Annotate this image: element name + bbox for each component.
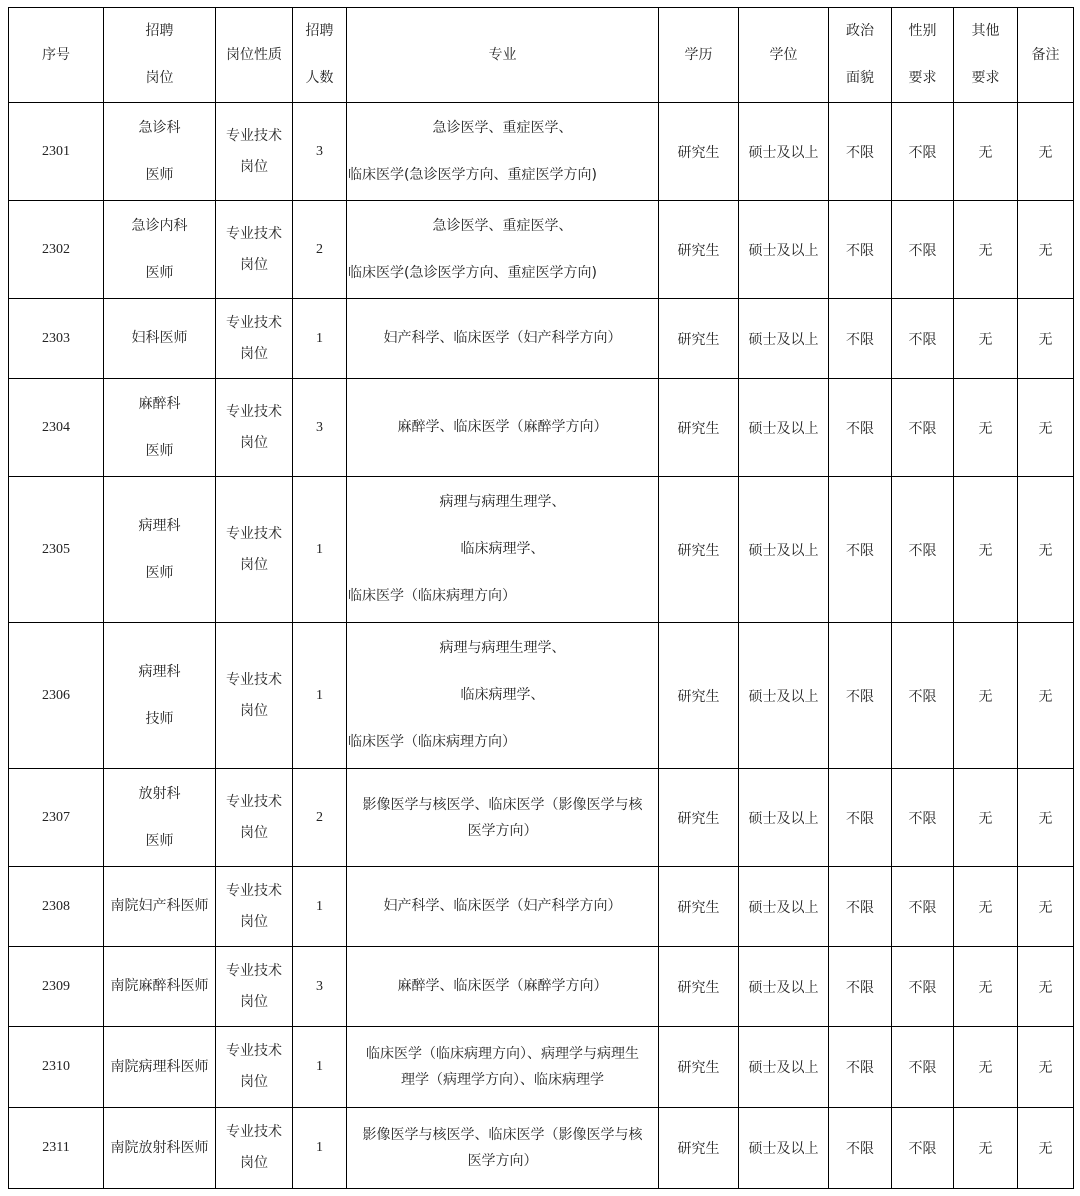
cell-nature	[216, 201, 293, 299]
cell-note	[1018, 1027, 1074, 1108]
cell-education	[659, 867, 739, 947]
cell-text: 不限	[846, 688, 874, 705]
cell-text: 无	[1038, 899, 1053, 916]
header-degree: 学位	[739, 8, 829, 103]
cell-position	[104, 379, 216, 477]
cell-text: 急诊科	[138, 119, 181, 136]
cell-text: 麻醉科	[138, 395, 181, 412]
table-row	[9, 1027, 1074, 1108]
cell-political	[829, 299, 892, 379]
cell-text: 无	[978, 810, 993, 827]
cell-text: 硕士及以上	[748, 331, 819, 348]
cell-text: 不限	[846, 1141, 874, 1157]
cell-text: 妇产科学、临床医学（妇产科学方向）	[383, 330, 622, 346]
cell-text: 硕士及以上	[748, 810, 819, 827]
cell-text: 无	[1038, 144, 1053, 161]
cell-text: 不限	[908, 331, 937, 348]
cell-text: 专业技术	[226, 403, 282, 420]
header-seq: 序号	[9, 8, 104, 103]
cell-text: 2306	[42, 687, 70, 703]
cell-note	[1018, 201, 1074, 299]
cell-gender	[892, 947, 954, 1027]
cell-text: 岗位	[240, 702, 268, 719]
cell-text: 专业技术	[226, 1124, 282, 1140]
cell-position	[104, 1108, 216, 1189]
cell-degree	[739, 947, 829, 1027]
cell-text: 不限	[908, 144, 937, 161]
header-political: 政治 面貌	[829, 8, 892, 103]
cell-text: 1	[316, 687, 323, 703]
cell-count	[293, 103, 347, 201]
cell-seq	[9, 769, 104, 867]
cell-text: 病理科	[138, 517, 181, 534]
cell-seq	[9, 1108, 104, 1189]
cell-text: 无	[1038, 1060, 1053, 1076]
header-education: 学历	[659, 8, 739, 103]
cell-text: 麻醉学、临床医学（麻醉学方向）	[397, 978, 608, 994]
cell-other	[954, 201, 1018, 299]
cell-degree	[739, 379, 829, 477]
cell-seq	[9, 299, 104, 379]
cell-text: 急诊内科	[131, 217, 188, 234]
cell-text: 无	[1038, 1141, 1053, 1157]
cell-text: 岗位	[240, 345, 268, 362]
cell-text: 无	[978, 420, 993, 437]
cell-text: 硕士及以上	[748, 542, 819, 559]
cell-text: 专业技术	[226, 127, 282, 144]
cell-text: 硕士及以上	[748, 242, 819, 259]
cell-nature	[216, 1108, 293, 1189]
cell-nature	[216, 867, 293, 947]
cell-text: 临床医学（临床病理方向）	[348, 734, 516, 750]
cell-text: 1	[316, 1140, 323, 1155]
cell-text: 2305	[42, 541, 70, 557]
cell-text: 2311	[42, 1140, 70, 1155]
cell-count	[293, 867, 347, 947]
cell-gender	[892, 769, 954, 867]
table-row	[9, 103, 1074, 201]
cell-text: 1	[316, 898, 323, 914]
header-major: 专业	[347, 8, 659, 103]
recruitment-table	[8, 7, 1074, 1189]
cell-text: 硕士及以上	[748, 979, 819, 996]
cell-seq	[9, 867, 104, 947]
cell-major	[347, 623, 659, 769]
cell-text: 无	[978, 242, 993, 259]
cell-gender	[892, 103, 954, 201]
cell-text: 硕士及以上	[748, 899, 819, 916]
cell-text: 硕士及以上	[748, 144, 819, 161]
cell-major	[347, 379, 659, 477]
cell-text: 医学方向）	[467, 822, 538, 839]
cell-major	[347, 103, 659, 201]
cell-text: 无	[1038, 688, 1053, 705]
table-row	[9, 867, 1074, 947]
cell-text: 临床医学（临床病理方向）、病理学与病理生	[366, 1046, 639, 1062]
cell-text: 硕士及以上	[748, 420, 819, 437]
cell-text: 硕士及以上	[748, 1060, 819, 1076]
cell-seq	[9, 1027, 104, 1108]
cell-text: 不限	[908, 1141, 937, 1157]
cell-text: 岗位	[240, 434, 268, 451]
cell-political	[829, 947, 892, 1027]
cell-text: 2310	[42, 1059, 70, 1074]
cell-text: 放射科	[138, 785, 181, 802]
cell-gender	[892, 477, 954, 623]
cell-text: 不限	[908, 688, 937, 705]
cell-note	[1018, 103, 1074, 201]
table-row	[9, 769, 1074, 867]
cell-text: 不限	[908, 420, 937, 437]
cell-text: 2309	[42, 978, 70, 994]
cell-degree	[739, 1108, 829, 1189]
cell-note	[1018, 379, 1074, 477]
cell-text: 医学方向）	[467, 1153, 538, 1169]
cell-position	[104, 769, 216, 867]
cell-political	[829, 379, 892, 477]
cell-text: 不限	[846, 979, 874, 996]
cell-position	[104, 103, 216, 201]
cell-text: 研究生	[677, 420, 720, 437]
cell-seq	[9, 623, 104, 769]
cell-nature	[216, 379, 293, 477]
cell-major	[347, 201, 659, 299]
cell-text: 不限	[908, 899, 937, 916]
cell-text: 急诊医学、重症医学、	[432, 217, 573, 234]
cell-count	[293, 477, 347, 623]
cell-text: 不限	[908, 242, 937, 259]
cell-other	[954, 1108, 1018, 1189]
cell-other	[954, 1027, 1018, 1108]
cell-education	[659, 1027, 739, 1108]
cell-text: 2307	[42, 809, 70, 825]
cell-text: 临床病理学、	[460, 687, 545, 703]
cell-education	[659, 103, 739, 201]
cell-position	[104, 947, 216, 1027]
cell-text: 无	[978, 1141, 993, 1157]
cell-text: 无	[1038, 331, 1053, 348]
header-position: 招聘 岗位	[104, 8, 216, 103]
cell-text: 无	[978, 1060, 993, 1076]
cell-other	[954, 947, 1018, 1027]
cell-major	[347, 769, 659, 867]
cell-note	[1018, 623, 1074, 769]
cell-education	[659, 477, 739, 623]
cell-education	[659, 201, 739, 299]
cell-nature	[216, 477, 293, 623]
cell-nature	[216, 947, 293, 1027]
cell-position	[104, 299, 216, 379]
header-row	[9, 8, 1074, 103]
cell-count	[293, 299, 347, 379]
cell-text: 医师	[145, 166, 174, 183]
cell-political	[829, 1027, 892, 1108]
cell-text: 无	[978, 542, 993, 559]
cell-text: 临床病理学、	[460, 541, 545, 557]
cell-text: 岗位	[240, 158, 268, 175]
cell-position	[104, 1027, 216, 1108]
cell-text: 影像医学与核医学、临床医学（影像医学与核	[362, 796, 643, 813]
cell-seq	[9, 103, 104, 201]
cell-text: 研究生	[677, 1141, 720, 1157]
cell-count	[293, 623, 347, 769]
cell-text: 研究生	[677, 331, 720, 348]
cell-education	[659, 299, 739, 379]
cell-text: 病理与病理生理学、	[439, 640, 566, 656]
cell-text: 妇科医师	[131, 330, 188, 346]
cell-text: 不限	[908, 1060, 937, 1076]
cell-other	[954, 103, 1018, 201]
cell-other	[954, 379, 1018, 477]
cell-text: 2301	[42, 143, 70, 159]
cell-text: 3	[316, 978, 323, 994]
cell-count	[293, 1027, 347, 1108]
cell-major	[347, 299, 659, 379]
cell-text: 研究生	[677, 542, 720, 559]
cell-text: 1	[316, 330, 323, 346]
cell-text: 无	[1038, 542, 1053, 559]
cell-text: 临床医学(急诊医学方向、重症医学方向)	[348, 166, 597, 183]
cell-text: 2	[316, 809, 323, 825]
cell-text: 不限	[846, 899, 874, 916]
cell-note	[1018, 947, 1074, 1027]
cell-text: 无	[978, 688, 993, 705]
cell-text: 临床医学（临床病理方向）	[348, 588, 516, 604]
cell-text: 无	[1038, 242, 1053, 259]
cell-text: 病理科	[138, 663, 181, 680]
cell-gender	[892, 201, 954, 299]
cell-text: 无	[978, 144, 993, 161]
cell-note	[1018, 867, 1074, 947]
cell-text: 岗位	[240, 556, 268, 573]
cell-political	[829, 867, 892, 947]
cell-nature	[216, 299, 293, 379]
cell-text: 临床医学(急诊医学方向、重症医学方向)	[348, 264, 597, 281]
cell-text: 理学（病理学方向）、临床病理学	[401, 1072, 604, 1088]
cell-text: 专业技术	[226, 525, 282, 542]
cell-other	[954, 623, 1018, 769]
cell-gender	[892, 867, 954, 947]
cell-seq	[9, 947, 104, 1027]
cell-text: 研究生	[677, 242, 720, 259]
cell-text: 不限	[908, 810, 937, 827]
cell-count	[293, 1108, 347, 1189]
header-other: 其他 要求	[954, 8, 1018, 103]
header-note: 备注	[1018, 8, 1074, 103]
cell-nature	[216, 1027, 293, 1108]
table-row	[9, 947, 1074, 1027]
header-gender: 性别 要求	[892, 8, 954, 103]
cell-seq	[9, 477, 104, 623]
cell-text: 岗位	[240, 993, 268, 1010]
cell-text: 岗位	[240, 913, 268, 930]
header-nature: 岗位性质	[216, 8, 293, 103]
cell-position	[104, 623, 216, 769]
cell-position	[104, 201, 216, 299]
cell-text: 不限	[846, 242, 874, 259]
cell-text: 2302	[42, 241, 70, 257]
cell-education	[659, 1108, 739, 1189]
table-row	[9, 623, 1074, 769]
cell-text: 不限	[846, 542, 874, 559]
table-row	[9, 201, 1074, 299]
cell-count	[293, 769, 347, 867]
cell-count	[293, 947, 347, 1027]
cell-text: 南院放射科医师	[110, 1139, 209, 1156]
cell-text: 研究生	[677, 899, 720, 916]
cell-major	[347, 947, 659, 1027]
cell-text: 不限	[846, 810, 874, 827]
cell-text: 医师	[145, 564, 174, 581]
cell-text: 岗位	[240, 1074, 268, 1090]
cell-text: 麻醉学、临床医学（麻醉学方向）	[397, 419, 608, 435]
cell-text: 不限	[908, 542, 937, 559]
cell-major	[347, 1108, 659, 1189]
cell-text: 研究生	[677, 688, 720, 705]
cell-text: 2	[316, 241, 323, 257]
cell-text: 南院病理科医师	[110, 1058, 209, 1075]
cell-text: 岗位	[240, 1155, 268, 1171]
cell-text: 研究生	[677, 144, 720, 161]
cell-gender	[892, 623, 954, 769]
cell-text: 妇产科学、临床医学（妇产科学方向）	[383, 898, 622, 914]
cell-political	[829, 769, 892, 867]
cell-text: 南院麻醉科医师	[110, 978, 209, 994]
cell-gender	[892, 1108, 954, 1189]
cell-text: 2303	[42, 330, 70, 346]
cell-text: 病理与病理生理学、	[439, 494, 566, 510]
cell-text: 研究生	[677, 810, 720, 827]
cell-text: 无	[1038, 420, 1053, 437]
cell-political	[829, 477, 892, 623]
cell-text: 岗位	[240, 256, 268, 273]
cell-major	[347, 867, 659, 947]
table-row	[9, 379, 1074, 477]
cell-text: 1	[316, 1059, 323, 1074]
cell-degree	[739, 867, 829, 947]
cell-text: 2304	[42, 419, 70, 435]
cell-text: 专业技术	[226, 671, 282, 688]
cell-text: 专业技术	[226, 225, 282, 242]
cell-other	[954, 477, 1018, 623]
table-row	[9, 299, 1074, 379]
cell-text: 专业技术	[226, 793, 282, 810]
cell-text: 不限	[846, 331, 874, 348]
cell-text: 专业技术	[226, 882, 282, 899]
cell-other	[954, 299, 1018, 379]
cell-nature	[216, 103, 293, 201]
cell-text: 无	[978, 979, 993, 996]
cell-text: 3	[316, 143, 323, 159]
cell-political	[829, 103, 892, 201]
cell-note	[1018, 477, 1074, 623]
cell-text: 医师	[145, 832, 174, 849]
cell-other	[954, 867, 1018, 947]
cell-text: 不限	[846, 420, 874, 437]
table-body	[9, 103, 1074, 1189]
cell-text: 1	[316, 541, 323, 557]
cell-degree	[739, 201, 829, 299]
cell-text: 研究生	[677, 979, 720, 996]
cell-gender	[892, 1027, 954, 1108]
cell-gender	[892, 379, 954, 477]
cell-text: 技师	[145, 710, 174, 727]
cell-seq	[9, 379, 104, 477]
cell-count	[293, 379, 347, 477]
cell-political	[829, 1108, 892, 1189]
cell-education	[659, 379, 739, 477]
cell-text: 急诊医学、重症医学、	[432, 119, 573, 136]
cell-political	[829, 201, 892, 299]
table-row	[9, 477, 1074, 623]
cell-text: 硕士及以上	[748, 688, 819, 705]
cell-text: 医师	[145, 264, 174, 281]
cell-text: 无	[978, 899, 993, 916]
cell-education	[659, 947, 739, 1027]
cell-position	[104, 477, 216, 623]
cell-text: 不限	[846, 1060, 874, 1076]
cell-text: 南院妇产科医师	[110, 898, 209, 914]
cell-education	[659, 769, 739, 867]
header-count: 招聘 人数	[293, 8, 347, 103]
cell-text: 3	[316, 419, 323, 435]
cell-text: 岗位	[240, 824, 268, 841]
cell-major	[347, 477, 659, 623]
cell-education	[659, 623, 739, 769]
cell-political	[829, 623, 892, 769]
cell-major	[347, 1027, 659, 1108]
cell-text: 无	[978, 331, 993, 348]
cell-degree	[739, 103, 829, 201]
cell-seq	[9, 201, 104, 299]
cell-note	[1018, 769, 1074, 867]
cell-note	[1018, 299, 1074, 379]
cell-degree	[739, 1027, 829, 1108]
cell-text: 专业技术	[226, 1043, 282, 1059]
cell-degree	[739, 769, 829, 867]
cell-note	[1018, 1108, 1074, 1189]
cell-position	[104, 867, 216, 947]
cell-text: 硕士及以上	[748, 1141, 819, 1157]
cell-text: 研究生	[677, 1060, 720, 1076]
cell-text: 专业技术	[226, 314, 282, 331]
cell-nature	[216, 623, 293, 769]
cell-text: 专业技术	[226, 962, 282, 979]
cell-count	[293, 201, 347, 299]
table-row	[9, 1108, 1074, 1189]
cell-text: 医师	[145, 442, 174, 459]
cell-degree	[739, 477, 829, 623]
cell-text: 不限	[908, 979, 937, 996]
cell-degree	[739, 299, 829, 379]
cell-text: 不限	[846, 144, 874, 161]
cell-text: 无	[1038, 979, 1053, 996]
cell-nature	[216, 769, 293, 867]
cell-degree	[739, 623, 829, 769]
cell-text: 无	[1038, 810, 1053, 827]
cell-text: 影像医学与核医学、临床医学（影像医学与核	[362, 1127, 643, 1143]
cell-gender	[892, 299, 954, 379]
cell-other	[954, 769, 1018, 867]
cell-text: 2308	[42, 898, 70, 914]
